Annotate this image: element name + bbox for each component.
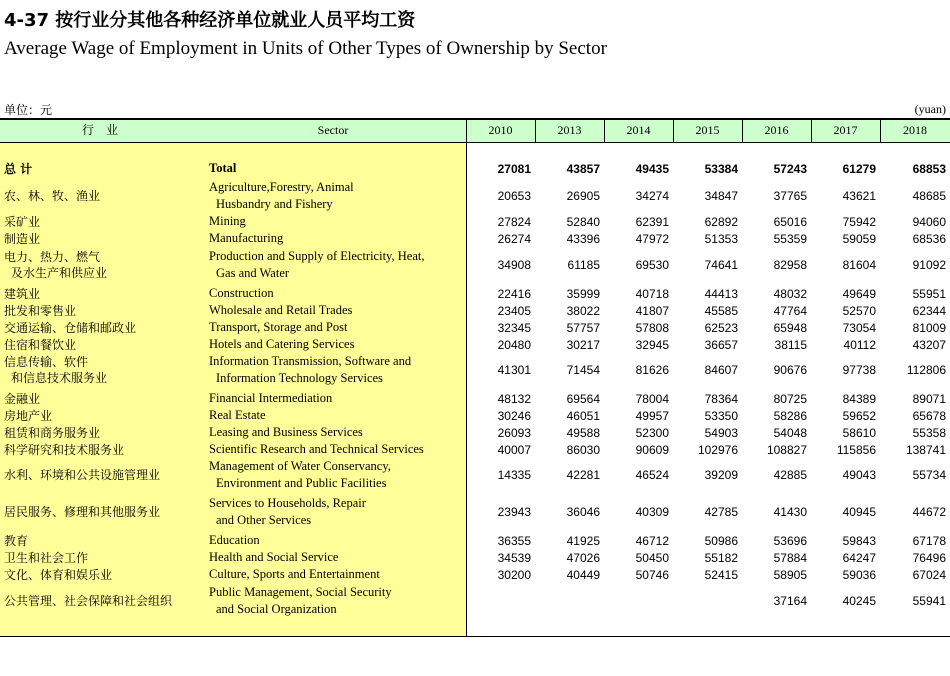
sector-name-english: Health and Social Service — [209, 550, 339, 564]
wage-value-2015: 53384 — [704, 161, 738, 176]
table-row — [0, 566, 950, 583]
sector-name-english: Culture, Sports and Entertainment — [209, 567, 380, 581]
wage-value-2014: 32945 — [635, 337, 669, 352]
wage-value-2017: 75942 — [842, 214, 876, 229]
header-divider — [604, 119, 605, 142]
unit-label-english: (yuan) — [914, 102, 946, 116]
sector-name-chinese: 房地产业 — [4, 408, 53, 423]
wage-value-2016: 38115 — [774, 337, 807, 352]
wage-value-2016: 42885 — [773, 468, 807, 482]
sector-name-chinese: 制造业 — [4, 231, 41, 246]
wage-value-2015: 50986 — [704, 533, 738, 548]
table-row — [0, 302, 950, 319]
wage-value-2014: 69530 — [635, 258, 669, 272]
wage-value-2013: 26905 — [566, 189, 600, 203]
wage-value-2018: 89071 — [912, 391, 946, 406]
sector-name-english: Leasing and Business Services — [209, 425, 363, 439]
sector-name-english: Scientific Research and Technical Services — [209, 442, 424, 456]
wage-value-2015: 42785 — [704, 505, 738, 519]
wage-value-2018: 112806 — [906, 363, 946, 377]
table-row — [0, 458, 950, 492]
table-title-chinese: 4-37 按行业分其他各种经济单位就业人员平均工资 — [4, 10, 416, 31]
sector-name-english: Total — [209, 161, 237, 175]
wage-value-2010: 26093 — [497, 425, 531, 440]
wage-value-2017: 40112 — [843, 337, 876, 352]
wage-value-2015: 84607 — [704, 363, 738, 377]
wage-value-2017: 40945 — [842, 505, 876, 519]
wage-value-2015: 78364 — [704, 391, 738, 406]
wage-value-2017: 115856 — [836, 442, 876, 457]
table-row — [0, 584, 950, 618]
sector-name-english: and Social Organization — [216, 602, 337, 616]
table-row — [0, 285, 950, 302]
wage-value-2013: 43857 — [566, 161, 600, 176]
sector-name-chinese: 建筑业 — [4, 286, 41, 301]
wage-value-2018: 55941 — [912, 594, 946, 608]
header-year-2010: 2010 — [488, 123, 513, 137]
wage-value-2014: 62391 — [635, 214, 669, 229]
wage-value-2010: 32345 — [497, 320, 531, 335]
wage-value-2016: 54048 — [773, 425, 807, 440]
wage-value-2015: 52415 — [704, 567, 738, 582]
wage-value-2014: 46712 — [635, 533, 669, 548]
table-row — [0, 248, 950, 282]
header-divider — [673, 119, 674, 142]
sector-name-chinese: 信息传输、软件 — [4, 355, 89, 369]
wage-value-2016: 108827 — [766, 442, 807, 457]
sector-name-english: Services to Households, Repair — [209, 496, 366, 510]
sector-name-english: Information Transmission, Software and — [209, 354, 412, 368]
wage-value-2015: 54903 — [704, 425, 738, 440]
wage-value-2017: 49649 — [842, 286, 876, 301]
wage-value-2015: 44413 — [704, 286, 738, 301]
wage-value-2018: 65678 — [912, 408, 946, 423]
wage-value-2017: 58610 — [842, 425, 876, 440]
wage-value-2013: 46051 — [566, 408, 600, 423]
table-top-rule — [0, 118, 950, 120]
wage-value-2016: 90676 — [773, 363, 807, 377]
sector-name-chinese: 农、林、牧、渔业 — [4, 189, 101, 203]
wage-value-2010: 26274 — [497, 231, 531, 246]
table-row — [0, 319, 950, 336]
wage-value-2013: 43396 — [566, 231, 600, 246]
sector-name-chinese: 公共管理、社会保障和社会组织 — [4, 594, 173, 608]
sector-name-english: Husbandry and Fishery — [216, 197, 333, 211]
sector-name-chinese: 批发和零售业 — [4, 303, 77, 318]
header-sector-chinese: 行 业 — [81, 123, 118, 137]
wage-value-2014: 50746 — [635, 567, 669, 582]
header-divider — [880, 119, 881, 142]
sector-name-english: Agriculture,Forestry, Animal — [209, 180, 354, 194]
wage-value-2013: 41925 — [566, 533, 600, 548]
wage-value-2016: 82958 — [773, 258, 807, 272]
wage-value-2010: 22416 — [497, 286, 531, 301]
wage-value-2013: 71454 — [566, 363, 600, 377]
wage-value-2014: 49435 — [635, 161, 669, 176]
wage-value-2018: 55358 — [912, 425, 946, 440]
wage-value-2010: 27081 — [497, 161, 531, 176]
unit-label-chinese: 单位：元 — [4, 103, 53, 117]
sector-name-english: Real Estate — [209, 408, 266, 422]
table-row — [0, 549, 950, 566]
wage-value-2017: 64247 — [842, 550, 876, 565]
wage-value-2017: 43621 — [842, 189, 876, 203]
wage-value-2014: 40718 — [635, 286, 669, 301]
wage-value-2015: 36657 — [704, 337, 738, 352]
wage-value-2016: 57243 — [773, 161, 807, 176]
wage-value-2010: 23943 — [497, 505, 531, 519]
sector-name-chinese: 水利、环境和公共设施管理业 — [4, 468, 161, 482]
wage-value-2018: 67024 — [912, 567, 946, 582]
wage-value-2017: 97738 — [842, 363, 876, 377]
wage-value-2010: 40007 — [497, 442, 531, 457]
table-row — [0, 424, 950, 441]
wage-value-2017: 84389 — [842, 391, 876, 406]
wage-value-2015: 62523 — [704, 320, 738, 335]
sector-name-chinese: 科学研究和技术服务业 — [4, 442, 125, 457]
wage-value-2016: 53696 — [773, 533, 807, 548]
sector-name-english: Environment and Public Facilities — [216, 476, 387, 490]
wage-value-2016: 58905 — [773, 567, 807, 582]
sector-name-english: Manufacturing — [209, 231, 284, 245]
header-divider — [742, 119, 743, 142]
sector-name-english: Gas and Water — [216, 266, 290, 280]
wage-value-2018: 43207 — [912, 337, 946, 352]
header-divider — [535, 119, 536, 142]
wage-value-2016: 57884 — [773, 550, 807, 565]
wage-value-2015: 45585 — [704, 303, 738, 318]
sector-name-chinese: 采矿业 — [4, 214, 41, 229]
sector-name-english: Production and Supply of Electricity, Heat, — [209, 249, 425, 263]
wage-value-2015: 55182 — [704, 550, 738, 565]
sector-name-english: Public Management, Social Security — [209, 585, 392, 599]
sector-name-english: Education — [209, 533, 260, 547]
wage-value-2016: 37765 — [773, 189, 807, 203]
sector-name-english: Hotels and Catering Services — [209, 337, 355, 351]
header-year-2017: 2017 — [833, 123, 858, 137]
sector-name-chinese: 住宿和餐饮业 — [4, 337, 77, 352]
sector-name-chinese: 和信息技术服务业 — [11, 371, 108, 385]
wage-value-2010: 36355 — [497, 533, 531, 548]
wage-value-2018: 81009 — [912, 320, 946, 335]
wage-value-2013: 47026 — [566, 550, 600, 565]
wage-value-2010: 14335 — [497, 468, 531, 482]
wage-value-2014: 78004 — [635, 391, 669, 406]
wage-value-2013: 49588 — [566, 425, 600, 440]
wage-value-2016: 65948 — [773, 320, 807, 335]
sector-name-chinese: 电力、热力、燃气 — [4, 250, 101, 264]
sector-name-chinese: 居民服务、修理和其他服务业 — [4, 505, 161, 519]
wage-value-2017: 73054 — [842, 320, 876, 335]
table-row — [0, 160, 950, 177]
header-divider — [811, 119, 812, 142]
wage-value-2014: 57808 — [635, 320, 669, 335]
wage-value-2016: 37164 — [773, 594, 807, 608]
wage-value-2017: 59059 — [842, 231, 876, 246]
wage-value-2010: 48132 — [497, 391, 531, 406]
sector-name-english: and Other Services — [216, 513, 312, 527]
wage-value-2013: 61185 — [567, 258, 600, 272]
wage-value-2010: 27824 — [497, 214, 531, 229]
sector-name-chinese: 教育 — [4, 533, 29, 548]
sector-name-english: Construction — [209, 286, 274, 300]
wage-value-2014: 41807 — [635, 303, 669, 318]
wage-value-2018: 94060 — [912, 214, 946, 229]
wage-value-2018: 138741 — [905, 442, 946, 457]
wage-value-2018: 91092 — [912, 258, 946, 272]
wage-value-2016: 65016 — [773, 214, 807, 229]
wage-value-2015: 39209 — [704, 468, 738, 482]
wage-value-2010: 41301 — [497, 363, 531, 377]
wage-value-2018: 67178 — [912, 533, 946, 548]
table-title-english: Average Wage of Employment in Units of Other Types of Ownership by Sector — [4, 38, 607, 59]
header-year-2016: 2016 — [764, 123, 789, 137]
header-year-2013: 2013 — [557, 123, 582, 137]
wage-value-2015: 102976 — [697, 442, 738, 457]
wage-value-2015: 51353 — [704, 231, 738, 246]
table-row — [0, 336, 950, 353]
table-row — [0, 532, 950, 549]
wage-value-2013: 86030 — [566, 442, 600, 457]
wage-value-2016: 55359 — [773, 231, 807, 246]
wage-value-2017: 59652 — [842, 408, 876, 423]
wage-value-2014: 50450 — [635, 550, 669, 565]
wage-value-2017: 40245 — [842, 594, 876, 608]
wage-value-2017: 49043 — [842, 468, 876, 482]
wage-value-2013: 35999 — [566, 286, 600, 301]
wage-value-2014: 47972 — [635, 231, 669, 246]
wage-value-2017: 52570 — [842, 303, 876, 318]
wage-value-2014: 90609 — [635, 442, 669, 457]
wage-value-2010: 20653 — [497, 189, 531, 203]
sector-name-chinese: 租赁和商务服务业 — [4, 425, 101, 440]
wage-value-2016: 80725 — [773, 391, 807, 406]
sector-name-chinese: 交通运输、仓储和邮政业 — [4, 320, 137, 335]
wage-value-2018: 55951 — [912, 286, 946, 301]
wage-value-2010: 34539 — [497, 550, 531, 565]
wage-value-2017: 59843 — [842, 533, 876, 548]
header-sector-english: Sector — [317, 123, 349, 137]
table-row — [0, 179, 950, 213]
sector-name-english: Wholesale and Retail Trades — [209, 303, 353, 317]
wage-value-2018: 44672 — [912, 505, 946, 519]
wage-value-2018: 68853 — [912, 161, 946, 176]
table-row — [0, 230, 950, 247]
table-row — [0, 353, 950, 387]
table-row — [0, 495, 950, 529]
wage-value-2018: 76496 — [912, 550, 946, 565]
sector-name-english: Management of Water Conservancy, — [209, 459, 391, 473]
wage-value-2016: 47764 — [773, 303, 807, 318]
wage-value-2016: 48032 — [773, 286, 807, 301]
wage-value-2010: 30246 — [497, 408, 531, 423]
wage-value-2014: 40309 — [635, 505, 669, 519]
wage-value-2018: 62344 — [912, 303, 946, 318]
wage-value-2013: 69564 — [566, 391, 600, 406]
header-year-2014: 2014 — [626, 123, 651, 137]
wage-value-2018: 48685 — [912, 189, 946, 203]
wage-value-2017: 59036 — [842, 567, 876, 582]
sector-name-english: Transport, Storage and Post — [209, 320, 348, 334]
sector-name-english: Information Technology Services — [216, 371, 383, 385]
wage-value-2010: 34908 — [497, 258, 531, 272]
wage-value-2016: 58286 — [773, 408, 807, 423]
sector-name-chinese: 卫生和社会工作 — [4, 550, 89, 565]
wage-value-2014: 81626 — [635, 363, 669, 377]
wage-value-2010: 30200 — [497, 567, 531, 582]
wage-value-2013: 30217 — [566, 337, 600, 352]
header-year-2015: 2015 — [695, 123, 720, 137]
table-row — [0, 213, 950, 230]
wage-value-2018: 55734 — [912, 468, 946, 482]
sector-name-chinese: 金融业 — [4, 391, 41, 406]
table-row — [0, 407, 950, 424]
table-row — [0, 441, 950, 458]
wage-value-2017: 61279 — [842, 161, 876, 176]
wage-value-2015: 62892 — [704, 214, 738, 229]
sector-name-chinese: 及水生产和供应业 — [11, 266, 108, 280]
wage-value-2014: 52300 — [635, 425, 669, 440]
wage-value-2013: 36046 — [566, 505, 600, 519]
header-year-2018: 2018 — [903, 123, 927, 137]
table-row — [0, 390, 950, 407]
wage-value-2014: 46524 — [635, 468, 669, 482]
wage-value-2014: 34274 — [635, 189, 669, 203]
wage-value-2013: 52840 — [566, 214, 600, 229]
header-bottom-rule — [0, 142, 950, 143]
wage-value-2014: 49957 — [635, 408, 669, 423]
table-bottom-rule — [0, 636, 950, 637]
wage-value-2013: 40449 — [566, 567, 600, 582]
wage-value-2017: 81604 — [842, 258, 876, 272]
sector-name-chinese: 总 计 — [4, 161, 33, 176]
wage-value-2013: 42281 — [566, 468, 600, 482]
wage-value-2015: 53350 — [704, 408, 738, 423]
sector-name-english: Mining — [209, 214, 246, 228]
wage-value-2018: 68536 — [912, 231, 946, 246]
wage-value-2010: 20480 — [497, 337, 531, 352]
wage-value-2015: 74641 — [704, 258, 738, 272]
sector-name-chinese: 文化、体育和娱乐业 — [4, 567, 113, 582]
wage-value-2016: 41430 — [773, 505, 807, 519]
wage-value-2015: 34847 — [704, 189, 738, 203]
wage-value-2013: 57757 — [566, 320, 600, 335]
wage-value-2010: 23405 — [497, 303, 531, 318]
sector-name-english: Financial Intermediation — [209, 391, 333, 405]
wage-value-2013: 38022 — [566, 303, 600, 318]
